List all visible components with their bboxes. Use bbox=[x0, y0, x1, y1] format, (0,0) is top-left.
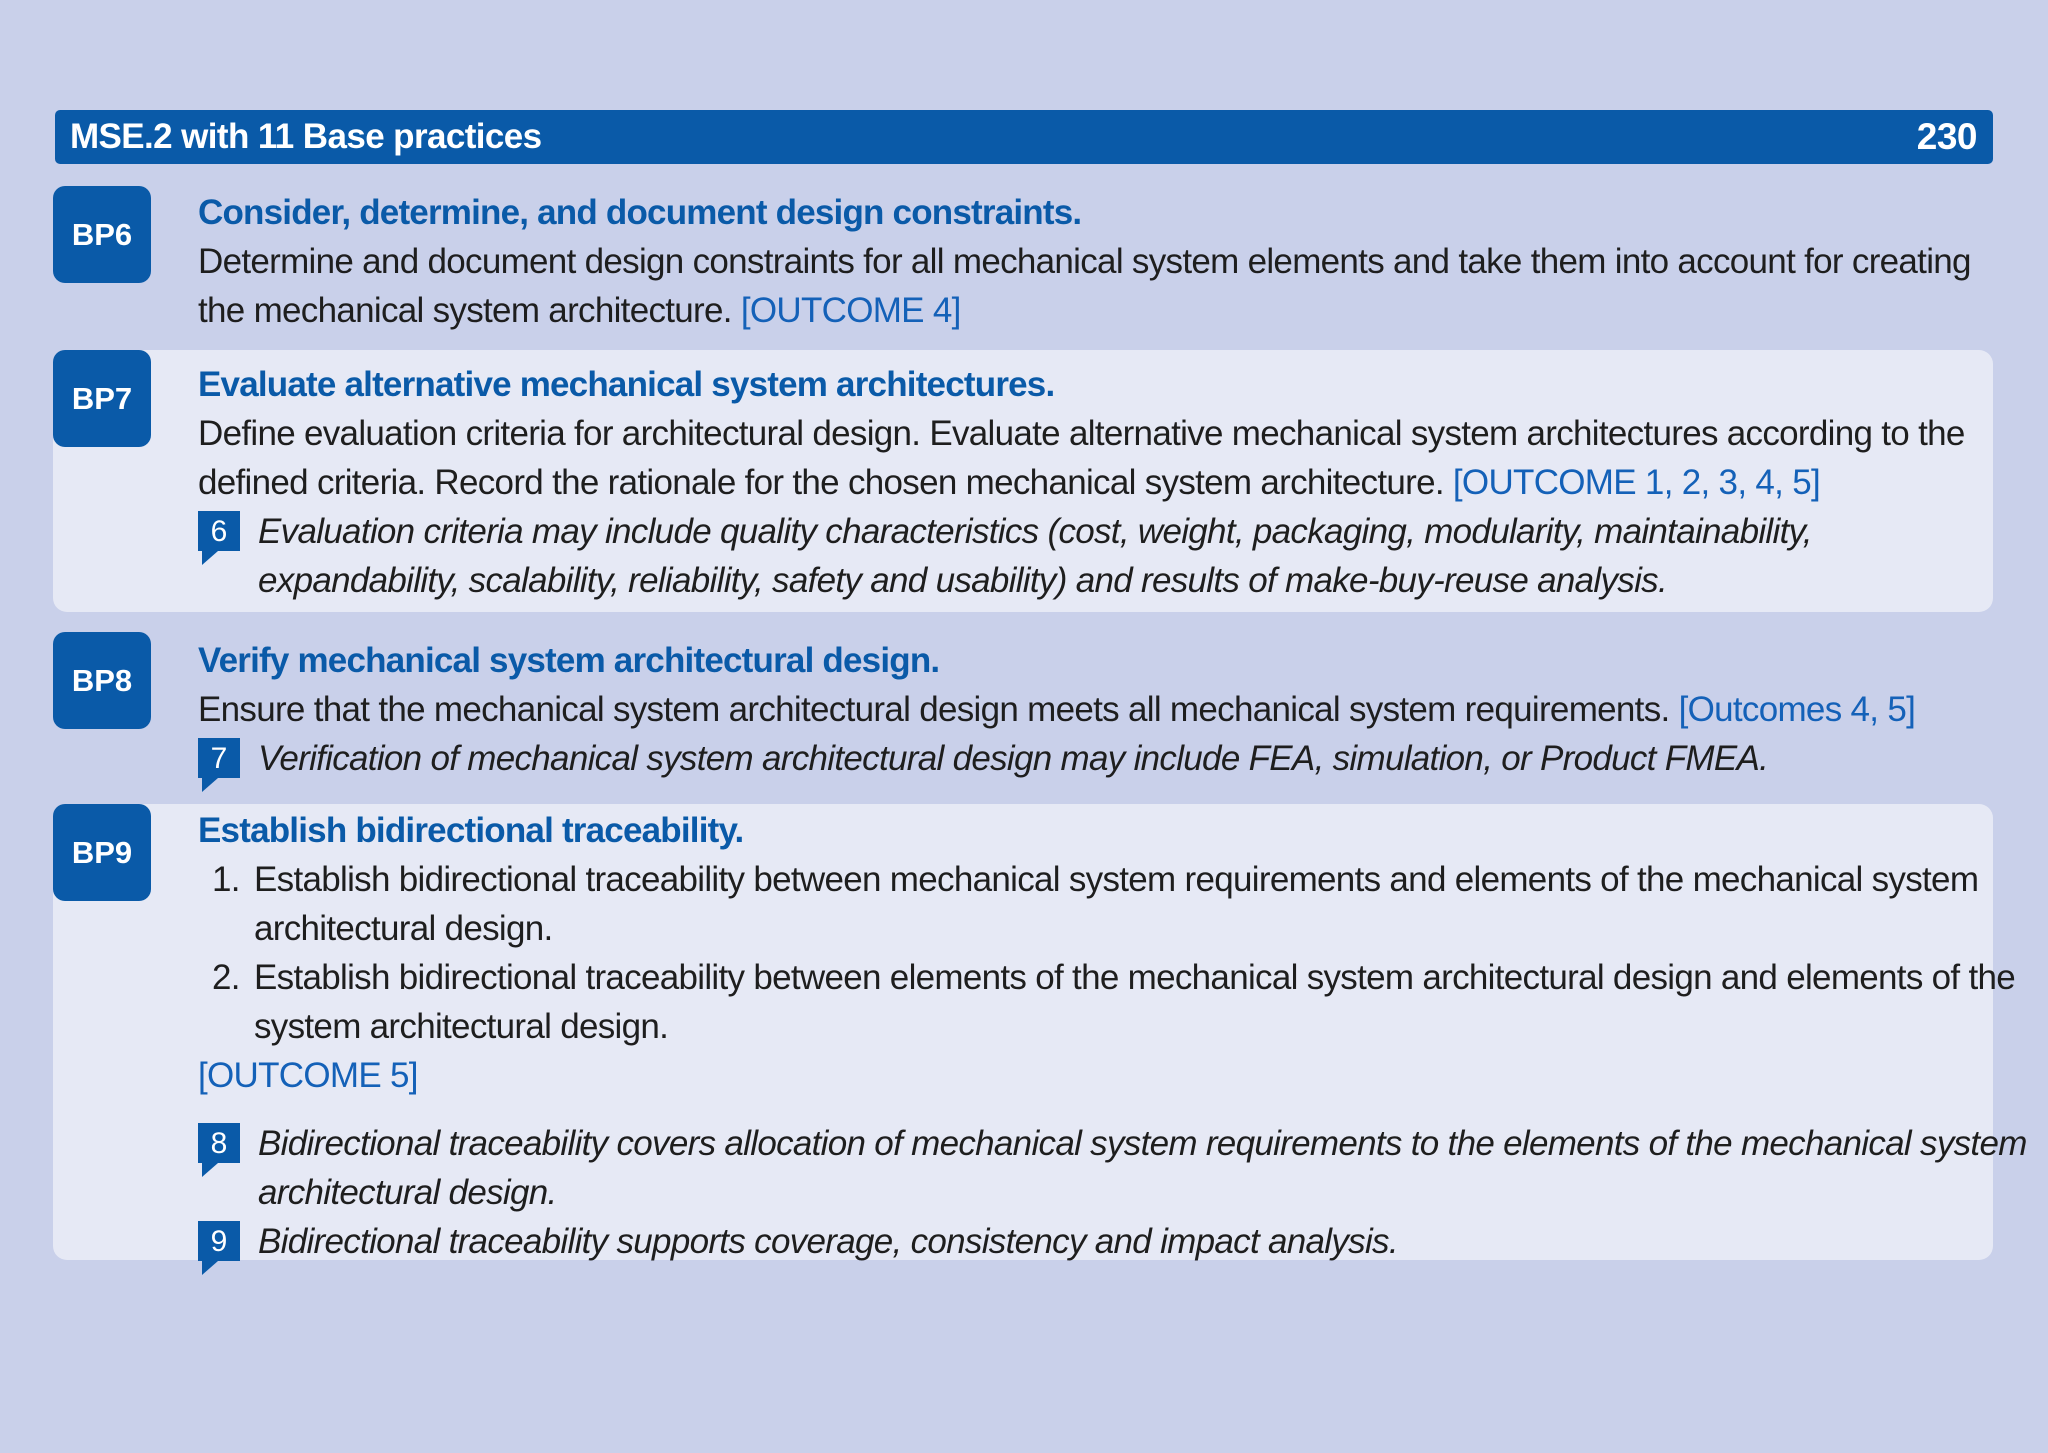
bp9-content bbox=[198, 806, 2027, 1266]
list-item bbox=[198, 855, 1979, 904]
bp9-note bbox=[198, 1217, 1953, 1266]
bp7-title: Evaluate alternative mechanical system architectures. bbox=[198, 365, 1055, 404]
bp6-title: Consider, determine, and document design constraints. bbox=[198, 193, 1082, 232]
list-item-text: Establish bidirectional traceability between elements of the mechanical system architectural design and elements of the bbox=[254, 958, 2016, 997]
list-item-continuation: system architectural design. bbox=[254, 1007, 669, 1046]
bp7-outcome-ref: [OUTCOME 1, 2, 3, 4, 5] bbox=[1452, 463, 1820, 502]
bp8-note-text: Verification of mechanical system architectural design may include FEA, simulation, or Product FMEA. bbox=[258, 739, 1769, 778]
bp7-section bbox=[53, 350, 1993, 612]
bp6-text-line bbox=[198, 286, 1953, 335]
bp7-content bbox=[198, 360, 1965, 605]
bp8-section bbox=[53, 632, 1993, 792]
bp8-title: Verify mechanical system architectural design. bbox=[198, 641, 940, 680]
bp8-content bbox=[198, 636, 1953, 783]
header-bar bbox=[55, 110, 1993, 164]
bp6-outcome-ref: [OUTCOME 4] bbox=[740, 291, 961, 330]
list-item-text: Establish bidirectional traceability between mechanical system requirements and elements of the mechanical system bbox=[254, 860, 1979, 899]
bp8-outcome-ref: [Outcomes 4, 5] bbox=[1678, 690, 1916, 729]
bp9-note bbox=[198, 1119, 2027, 1168]
list-item bbox=[198, 953, 2016, 1002]
page-number: 230 bbox=[1916, 116, 1977, 157]
bp6-content bbox=[198, 188, 1971, 335]
list-item-continuation: architectural design. bbox=[254, 909, 553, 948]
list-item-number: 1. bbox=[212, 860, 240, 899]
list-item-number: 2. bbox=[212, 958, 240, 997]
bp6-text-line: Determine and document design constraints for all mechanical system elements and take them into account for creating bbox=[198, 242, 1971, 281]
bp7-note-text: Evaluation criteria may include quality characteristics (cost, weight, packaging, modularity, maintainability, bbox=[258, 512, 1812, 551]
bp9-note-line: architectural design. bbox=[258, 1173, 557, 1212]
bp9-note-text: Bidirectional traceability covers allocation of mechanical system requirements to the elements of the mechanical system bbox=[258, 1124, 2027, 1163]
bp8-text-line bbox=[198, 685, 1953, 734]
bp7-text-line bbox=[198, 458, 1953, 507]
bp9-note-text: Bidirectional traceability supports coverage, consistency and impact analysis. bbox=[258, 1222, 1398, 1261]
bp6-badge: BP6 bbox=[53, 186, 151, 283]
bp7-text-line: Define evaluation criteria for architectural design. Evaluate alternative mechanical system architectures according to the bbox=[198, 414, 1965, 453]
note-9-icon: 9 bbox=[198, 1221, 240, 1261]
bp9-outcome-ref: [OUTCOME 5] bbox=[198, 1056, 418, 1095]
bp8-note bbox=[198, 734, 1953, 783]
process-title: MSE.2 with 11 Base practices bbox=[70, 117, 542, 156]
bp7-text: defined criteria. Record the rationale for the chosen mechanical system architecture. bbox=[198, 463, 1444, 502]
bp7-note-line: expandability, scalability, reliability, safety and usability) and results of make-buy-reuse analysis. bbox=[258, 561, 1668, 600]
bp6-text: the mechanical system architecture. bbox=[198, 291, 732, 330]
note-6-icon: 6 bbox=[198, 511, 240, 551]
bp7-badge: BP7 bbox=[53, 350, 151, 447]
bp8-badge: BP8 bbox=[53, 632, 151, 729]
note-8-icon: 8 bbox=[198, 1123, 240, 1163]
bp8-text: Ensure that the mechanical system architectural design meets all mechanical system requirements. bbox=[198, 690, 1670, 729]
note-7-icon: 7 bbox=[198, 738, 240, 778]
bp9-badge: BP9 bbox=[53, 804, 151, 901]
bp7-note bbox=[198, 507, 1953, 556]
bp6-section bbox=[53, 184, 1993, 344]
bp9-title: Establish bidirectional traceability. bbox=[198, 811, 744, 850]
bp9-section bbox=[53, 804, 2027, 1261]
